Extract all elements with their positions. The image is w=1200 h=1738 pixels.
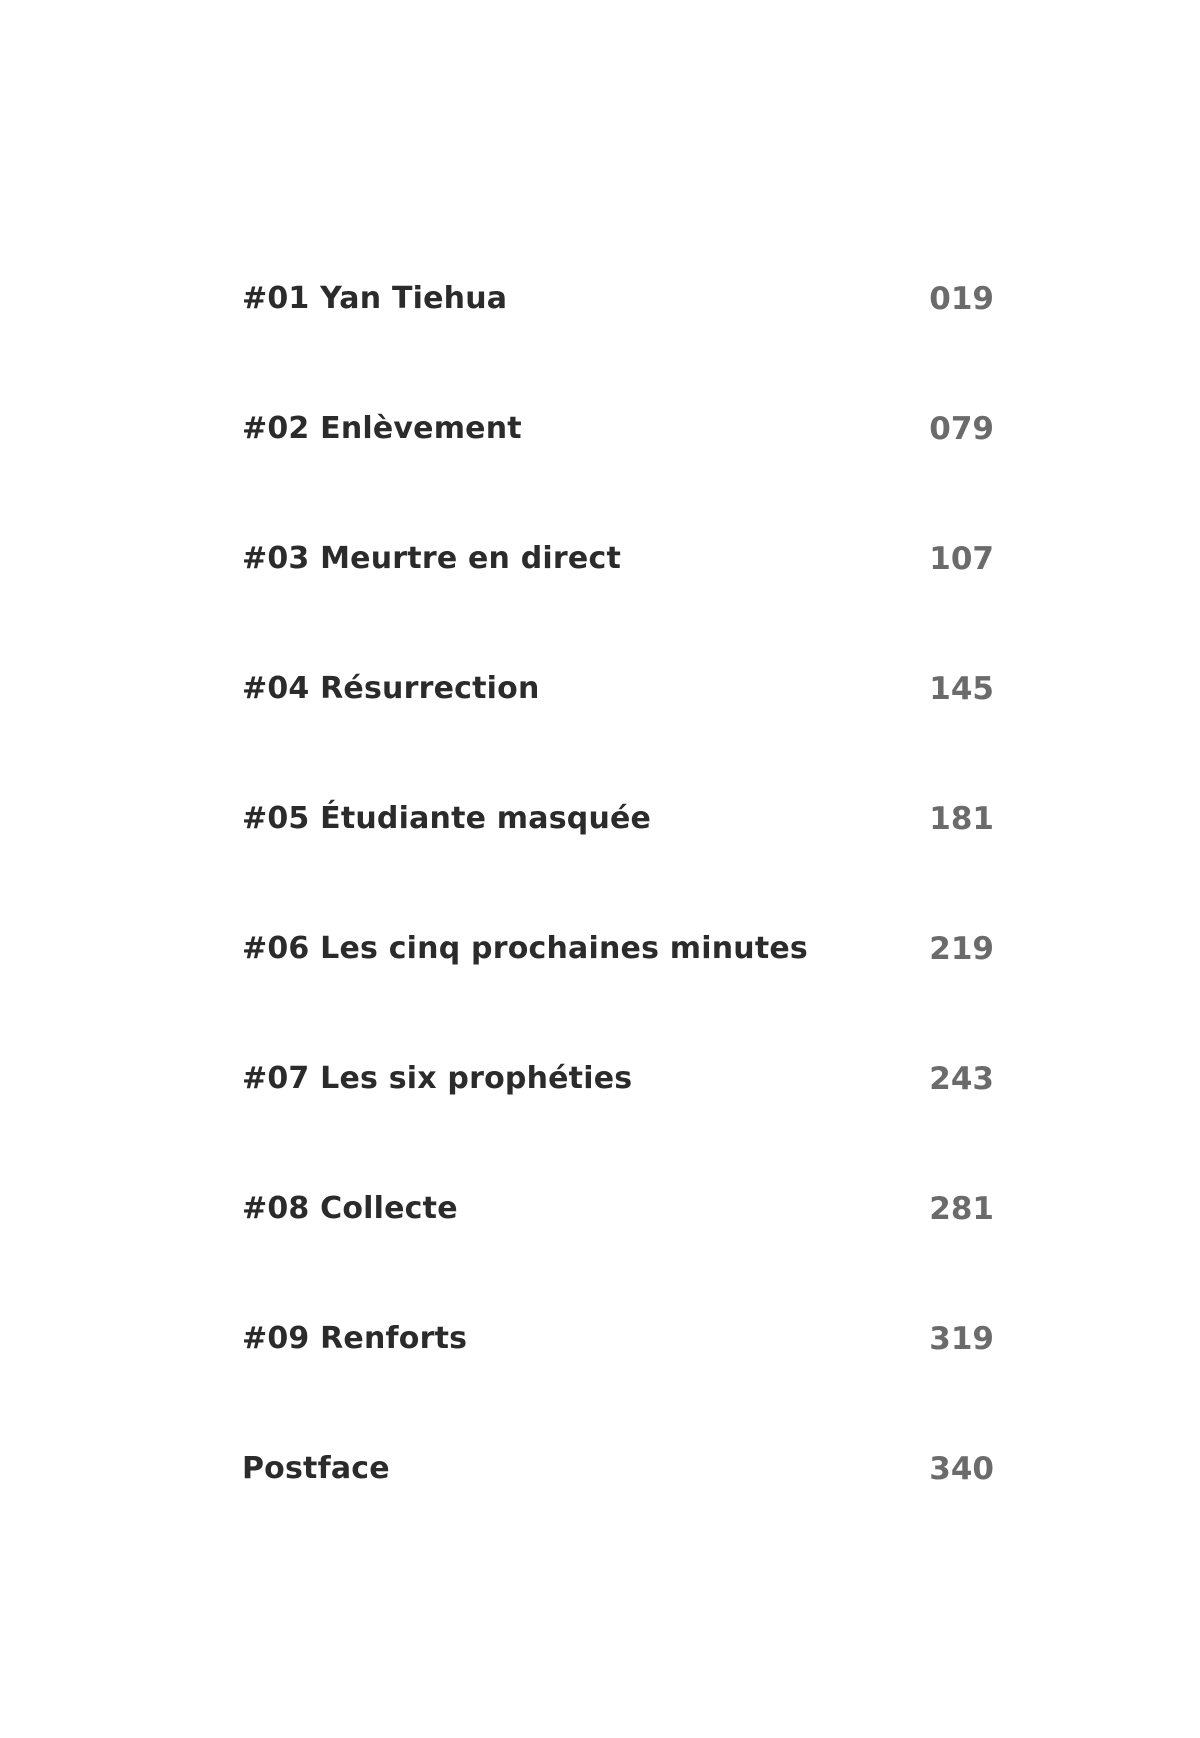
table-of-contents <box>242 250 994 1534</box>
toc-entry-postface[interactable] <box>242 1404 994 1534</box>
chapter-title: #08 Collecte <box>242 1191 458 1226</box>
page-number: 319 <box>929 1320 994 1357</box>
toc-entry-05[interactable] <box>242 754 994 884</box>
chapter-title: #09 Renforts <box>242 1321 468 1356</box>
chapter-title: #05 Étudiante masquée <box>242 801 652 836</box>
page-number: 243 <box>929 1060 994 1097</box>
page-number: 145 <box>929 670 994 707</box>
toc-entry-01[interactable] <box>242 234 994 364</box>
page-number: 181 <box>929 800 994 837</box>
toc-entry-09[interactable] <box>242 1274 994 1404</box>
chapter-title: #03 Meurtre en direct <box>242 541 621 576</box>
chapter-title: #02 Enlèvement <box>242 411 522 446</box>
page-number: 281 <box>929 1190 994 1227</box>
toc-entry-04[interactable] <box>242 624 994 754</box>
toc-entry-07[interactable] <box>242 1014 994 1144</box>
toc-entry-06[interactable] <box>242 884 994 1014</box>
chapter-title: #01 Yan Tiehua <box>242 281 508 316</box>
page-number: 340 <box>929 1450 994 1487</box>
chapter-title: #06 Les cinq prochaines minutes <box>242 931 808 966</box>
toc-entry-03[interactable] <box>242 494 994 624</box>
page-number: 019 <box>929 280 994 317</box>
chapter-title: #07 Les six prophéties <box>242 1061 633 1096</box>
toc-entry-02[interactable] <box>242 364 994 494</box>
chapter-title: Postface <box>242 1451 390 1486</box>
toc-entry-08[interactable] <box>242 1144 994 1274</box>
page-number: 219 <box>929 930 994 967</box>
page-number: 079 <box>929 410 994 447</box>
page-number: 107 <box>929 540 994 577</box>
chapter-title: #04 Résurrection <box>242 671 540 706</box>
